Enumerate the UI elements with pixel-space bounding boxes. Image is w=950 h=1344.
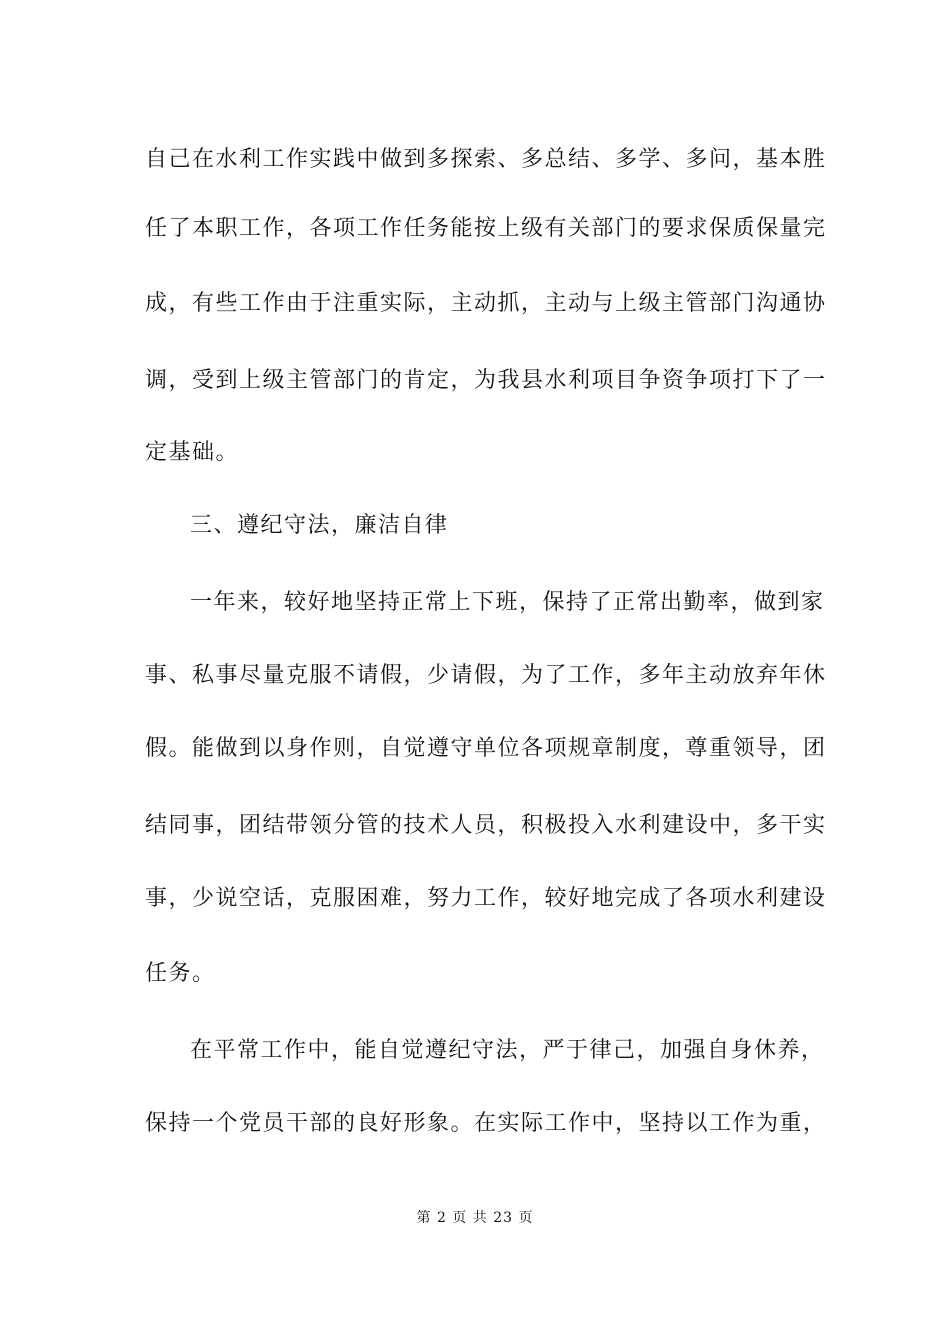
body-text-line: 自己在水利工作实践中做到多探索、多总结、多学、多问，基本胜 <box>145 147 827 172</box>
body-text-line: 保持一个党员干部的良好形象。在实际工作中，坚持以工作为重， <box>145 1111 827 1136</box>
body-text-line: 结同事，团结带领分管的技术人员，积极投入水利建设中，多干实 <box>145 813 827 838</box>
body-text-line: 事，少说空话，克服困难，努力工作，较好地完成了各项水利建设 <box>145 886 827 911</box>
body-text-line: 定基础。 <box>145 440 240 465</box>
body-text-line: 任务。 <box>145 961 216 986</box>
body-text-line: 调，受到上级主管部门的肯定，为我县水利项目争资争项打下了一 <box>145 368 827 393</box>
page-number-footer: 第 2 页 共 23 页 <box>416 1210 534 1226</box>
body-text-line: 事、私事尽量克服不请假，少请假，为了工作，多年主动放弃年休 <box>145 663 827 688</box>
body-text-line: 在平常工作中，能自觉遵纪守法，严于律己，加强自身休养， <box>190 1038 825 1063</box>
body-text-line: 一年来，较好地坚持正常上下班，保持了正常出勤率，做到家 <box>190 590 825 615</box>
body-text-line: 假。能做到以身作则，自觉遵守单位各项规章制度，尊重领导，团 <box>145 736 827 761</box>
body-text-line: 任了本职工作，各项工作任务能按上级有关部门的要求保质保量完 <box>145 216 827 241</box>
body-text-line: 成，有些工作由于注重实际，主动抓，主动与上级主管部门沟通协 <box>145 291 827 316</box>
section-heading: 三、遵纪守法，廉洁自律 <box>190 513 449 538</box>
